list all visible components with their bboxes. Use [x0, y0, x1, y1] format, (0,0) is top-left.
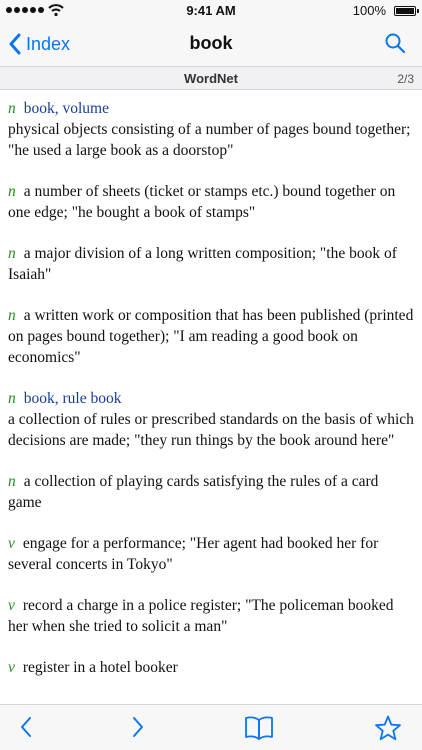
part-of-speech: v [8, 597, 15, 614]
part-of-speech: v [8, 535, 15, 552]
headword-synonyms[interactable]: book, rule book [23, 390, 122, 407]
definition-entry [0, 98, 422, 161]
chevron-left-icon[interactable] [18, 715, 34, 739]
definitions-list [0, 90, 422, 704]
page-title: book [189, 33, 233, 53]
source-page-indicator: 2/3 [397, 72, 414, 86]
status-bar [0, 0, 422, 22]
source-name: WordNet [184, 71, 238, 86]
search-icon[interactable] [384, 32, 406, 54]
definition-text: a number of sheets (ticket or stamps etc.) bound together on one edge; "he bought a book of stamps" [8, 183, 396, 221]
part-of-speech: n [8, 390, 16, 407]
definition-text: record a charge in a police register; "The policeman booked her when she tried to solicit a man" [8, 597, 394, 635]
definition-entry [0, 657, 422, 678]
back-button-label: Index [26, 33, 71, 54]
part-of-speech: n [8, 183, 16, 200]
definition-text: a major division of a long written composition; "the book of Isaiah" [8, 245, 397, 283]
bottom-toolbar [0, 704, 422, 750]
part-of-speech: n [8, 100, 16, 117]
part-of-speech: n [8, 307, 16, 324]
part-of-speech: n [8, 473, 16, 490]
definition-entry [0, 595, 422, 637]
navigation-bar [0, 22, 422, 66]
definition-entry [0, 471, 422, 513]
definition-entry [0, 388, 422, 451]
definition-entry [0, 181, 422, 223]
definition-text: a collection of rules or prescribed standards on the basis of which decisions are made; "they run things by the book around here" [8, 411, 414, 449]
part-of-speech: n [8, 245, 16, 262]
definition-text: a written work or composition that has been published (printed on pages bound together); "I am reading a good book on economics" [8, 307, 414, 366]
status-time: 9:41 AM [186, 3, 236, 18]
definition-text: a collection of playing cards satisfying the rules of a card game [8, 473, 379, 511]
battery-icon [394, 6, 416, 16]
definition-entry [0, 533, 422, 575]
part-of-speech: v [8, 659, 15, 676]
definition-text: physical objects consisting of a number of pages bound together; "he used a large book as a doorstop" [8, 121, 411, 159]
definition-text: engage for a performance; "Her agent had booked her for several concerts in Tokyo" [8, 535, 379, 573]
definition-text: register in a hotel booker [22, 659, 178, 676]
battery-percentage: 100% [352, 3, 386, 18]
dictionary-source-bar [0, 66, 422, 90]
definition-entry [0, 305, 422, 368]
headword-synonyms[interactable]: book, volume [23, 100, 109, 117]
book-icon[interactable] [244, 715, 274, 741]
definition-entry [0, 243, 422, 285]
star-icon[interactable] [374, 715, 402, 741]
chevron-right-icon[interactable] [130, 715, 146, 739]
